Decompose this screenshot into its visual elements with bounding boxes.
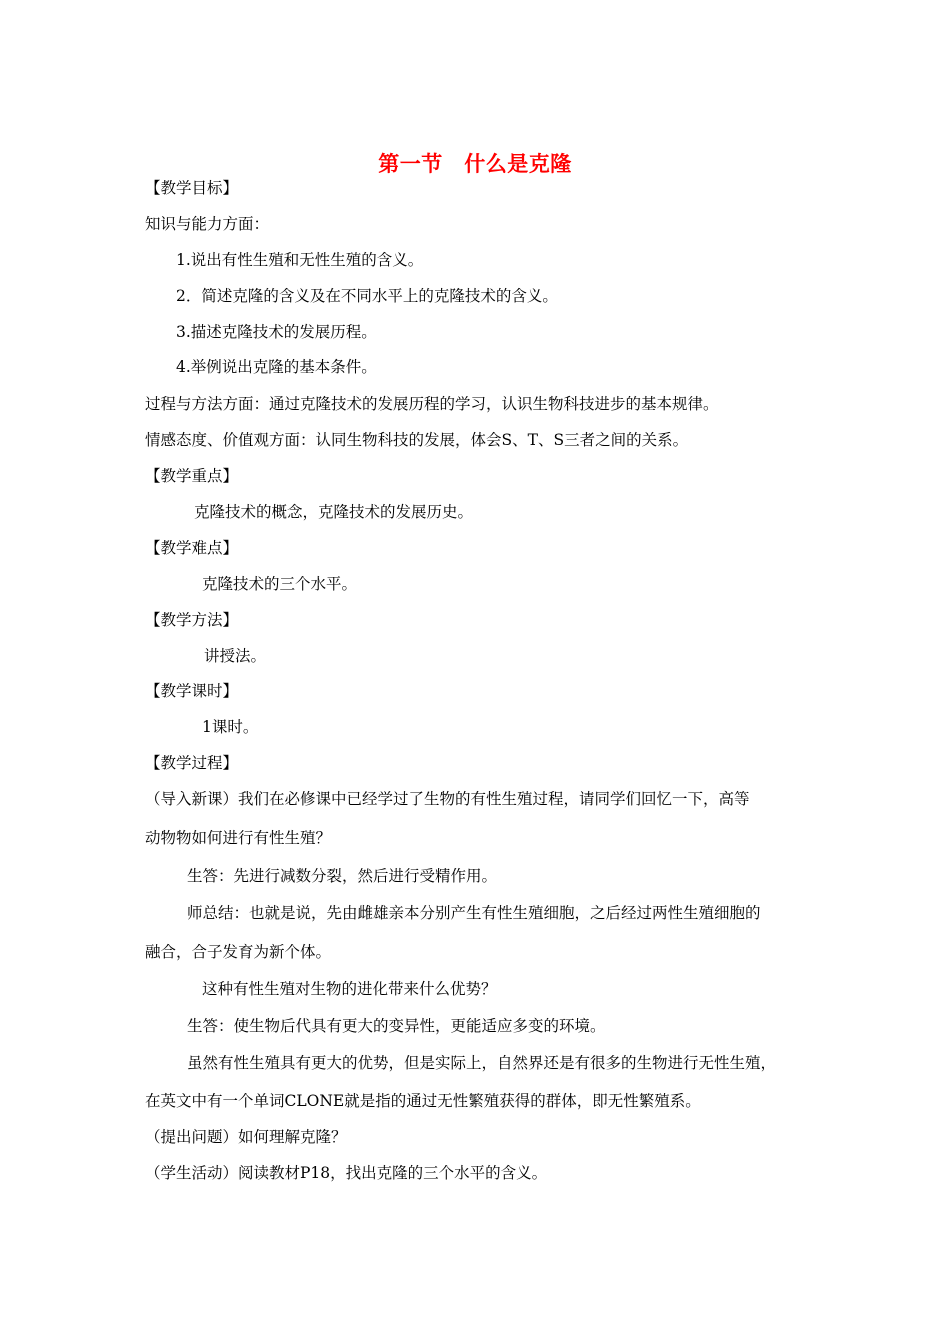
attitude-values-text: 情感态度、价值观方面：认同生物科技的发展，体会S、T、S三者之间的关系。 xyxy=(145,431,689,449)
process-line: 生答：先进行减数分裂，然后进行受精作用。 xyxy=(187,867,498,885)
class-hours-heading: 【教学课时】 xyxy=(145,682,239,700)
difficulties-content: 克隆技术的三个水平。 xyxy=(202,575,358,593)
knowledge-heading: 知识与能力方面： xyxy=(145,215,270,233)
process-line: 虽然有性生殖具有更大的优势，但是实际上，自然界还是有很多的生物进行无性生殖， xyxy=(187,1054,777,1072)
objective-item: 1.说出有性生殖和无性生殖的含义。 xyxy=(176,251,424,269)
process-line: 动物物如何进行有性生殖？ xyxy=(145,829,332,847)
methods-heading: 【教学方法】 xyxy=(145,611,239,629)
objective-item: 4.举例说出克隆的基本条件。 xyxy=(176,358,377,376)
process-line: （学生活动）阅读教材P18，找出克隆的三个水平的含义。 xyxy=(145,1164,548,1182)
process-line: 这种有性生殖对生物的进化带来什么优势？ xyxy=(202,980,497,998)
objective-item: 3.描述克隆技术的发展历程。 xyxy=(176,323,377,341)
process-heading: 【教学过程】 xyxy=(145,754,239,772)
process-line: （提出问题）如何理解克隆？ xyxy=(145,1128,347,1146)
difficulties-heading: 【教学难点】 xyxy=(145,539,239,557)
process-line: （导入新课）我们在必修课中已经学过了生物的有性生殖过程，请同学们回忆一下，高等 xyxy=(145,790,750,808)
methods-content: 讲授法。 xyxy=(204,647,267,665)
process-method-text: 过程与方法方面：通过克隆技术的发展历程的学习，认识生物科技进步的基本规律。 xyxy=(145,395,719,413)
key-points-content: 克隆技术的概念，克隆技术的发展历史。 xyxy=(194,503,474,521)
key-points-heading: 【教学重点】 xyxy=(145,467,239,485)
objective-item: 2．简述克隆的含义及在不同水平上的克隆技术的含义。 xyxy=(176,287,558,305)
objectives-heading: 【教学目标】 xyxy=(145,179,239,197)
class-hours-content: 1课时。 xyxy=(202,718,259,736)
process-line: 在英文中有一个单词CLONE就是指的通过无性繁殖获得的群体，即无性繁殖系。 xyxy=(145,1092,701,1110)
process-line: 师总结：也就是说，先由雌雄亲本分别产生有性生殖细胞，之后经过两性生殖细胞的 xyxy=(187,904,761,922)
process-line: 融合，合子发育为新个体。 xyxy=(145,943,332,961)
page-title: 第一节 什么是克隆 xyxy=(378,151,572,176)
process-line: 生答：使生物后代具有更大的变异性，更能适应多变的环境。 xyxy=(187,1017,606,1035)
